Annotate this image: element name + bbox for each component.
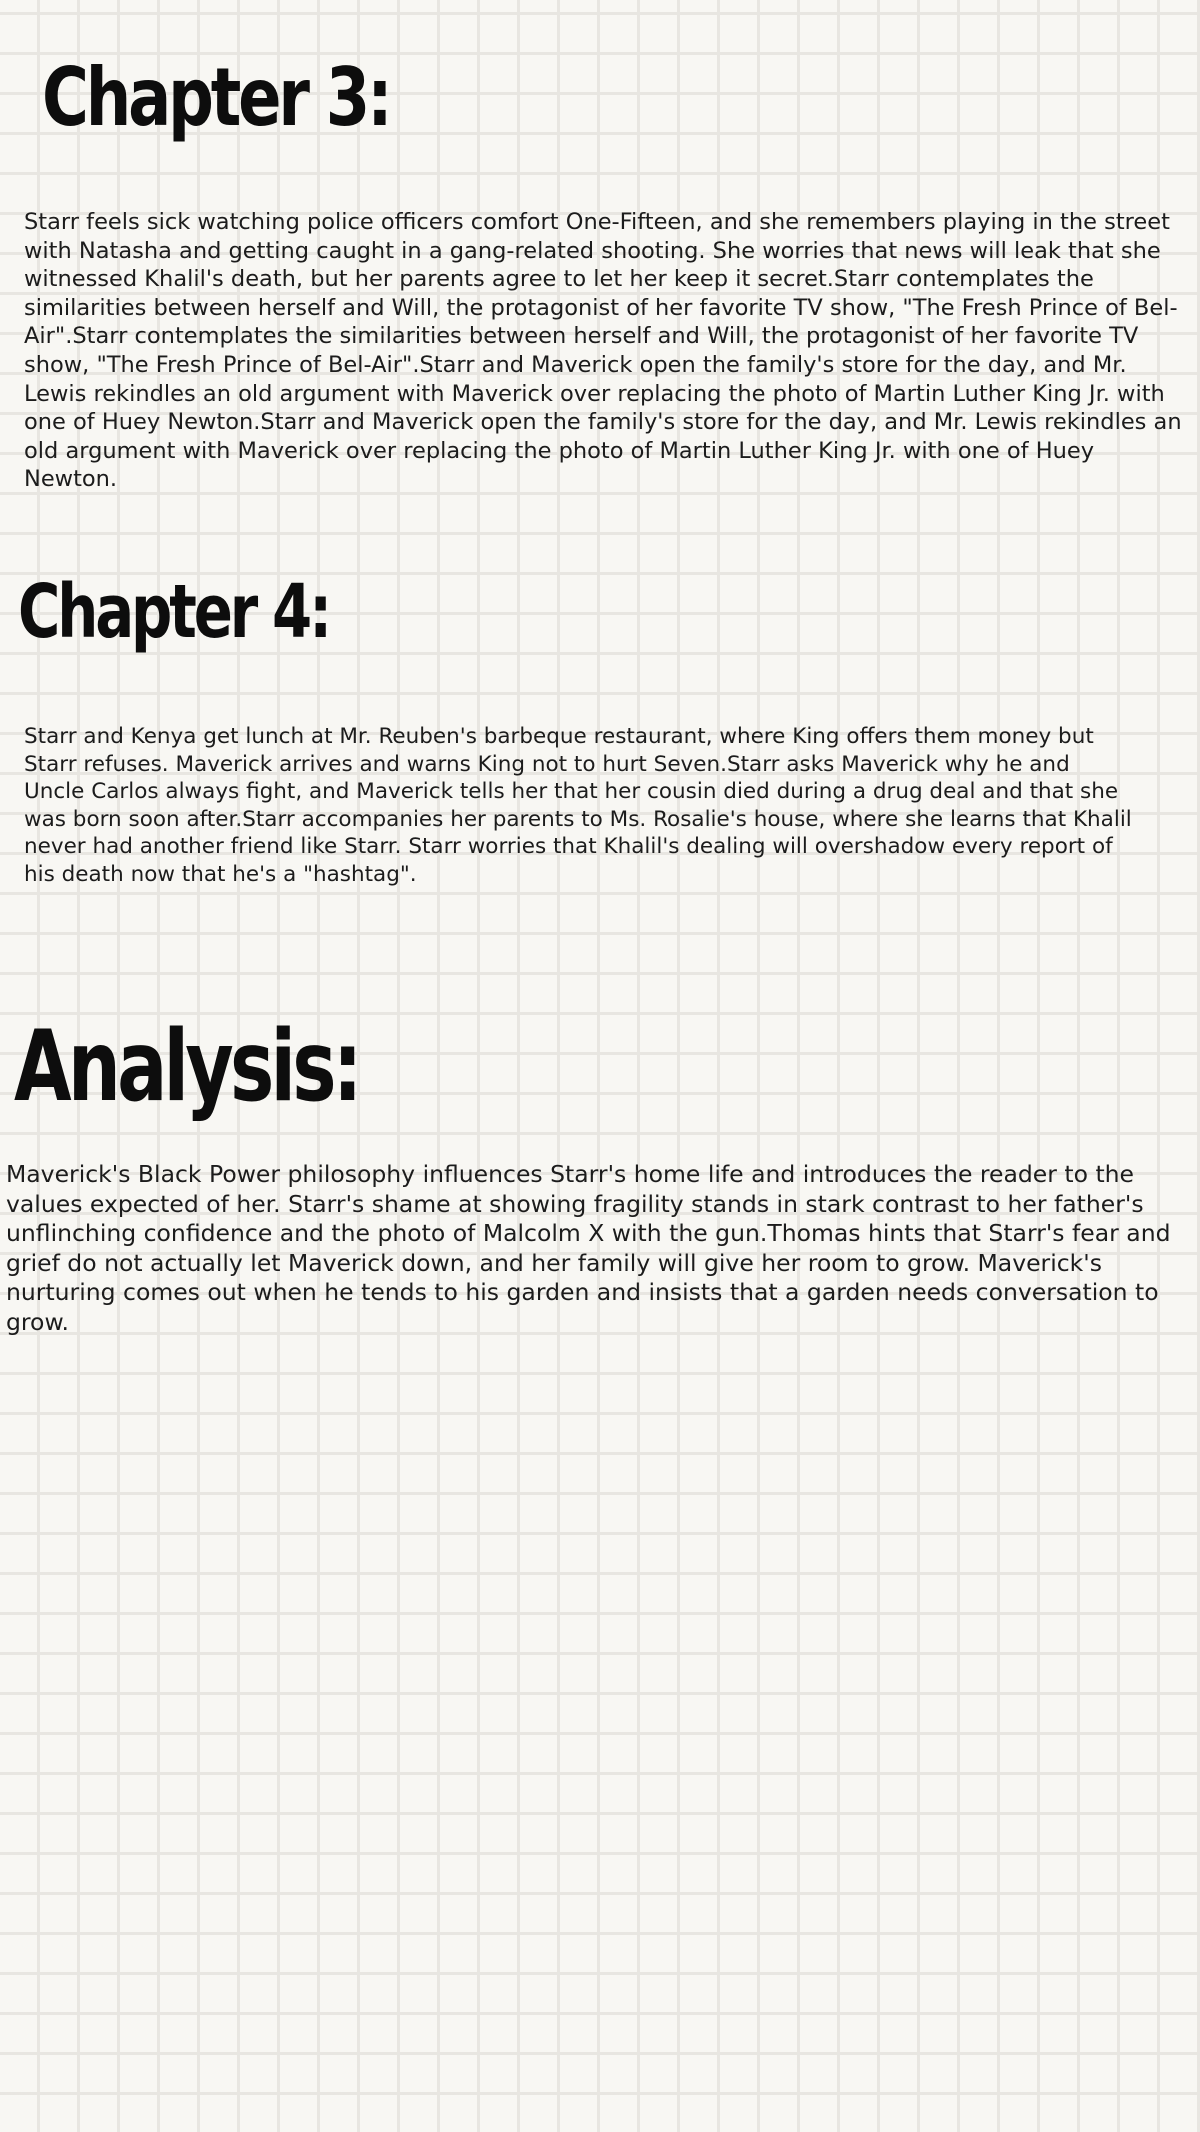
analysis-heading: Analysis: [14, 1010, 359, 1124]
chapter-4-heading: Chapter 4: [18, 569, 330, 655]
chapter-3-heading: Chapter 3: [42, 51, 390, 144]
chapter-4-summary: Starr and Kenya get lunch at Mr. Reuben's barbeque restaurant, where King offers them money but Starr refuses. Maverick arrives and warns King not to hurt Seven.Starr asks Maverick why he and Uncle Carlos always fight, and Maverick tells her that her cousin died during a drug deal and that she was born soon after.Starr accompanies her parents to Ms. Rosalie's house, where she learns that Khalil never had another friend like Starr. Starr worries that Khalil's dealing will overshadow every report of his death now that he's a "hashtag". [24, 724, 1132, 887]
analysis-text: Maverick's Black Power philosophy influences Starr's home life and introduces the reader to the values expected of her. Starr's shame at showing fragility stands in stark contrast to her father's unflinching confidence and the photo of Malcolm X with the gun.Thomas hints that Starr's fear and grief do not actually let Maverick down, and her family will give her room to grow. Maverick's nurturing comes out when he tends to his garden and insists that a garden needs conversation to grow. [6, 1160, 1171, 1336]
chapter-3-summary: Starr feels sick watching police officers comfort One-Fifteen, and she remembers playing in the street with Natasha and getting caught in a gang-related shooting. She worries that news will leak that she witnessed Khalil's death, but her parents agree to let her keep it secret.Starr contemplates the similarities between herself and Will, the protagonist of her favorite TV show, "The Fresh Prince of Bel-Air".Starr contemplates the similarities between herself and Will, the protagonist of her favorite TV show, "The Fresh Prince of Bel-Air".Starr and Maverick open the family's store for the day, and Mr. Lewis rekindles an old argument with Maverick over replacing the photo of Martin Luther King Jr. with one of Huey Newton.Starr and Maverick open the family's store for the day, and Mr. Lewis rekindles an old argument with Maverick over replacing the photo of Martin Luther King Jr. with one of Huey Newton. [24, 209, 1182, 493]
